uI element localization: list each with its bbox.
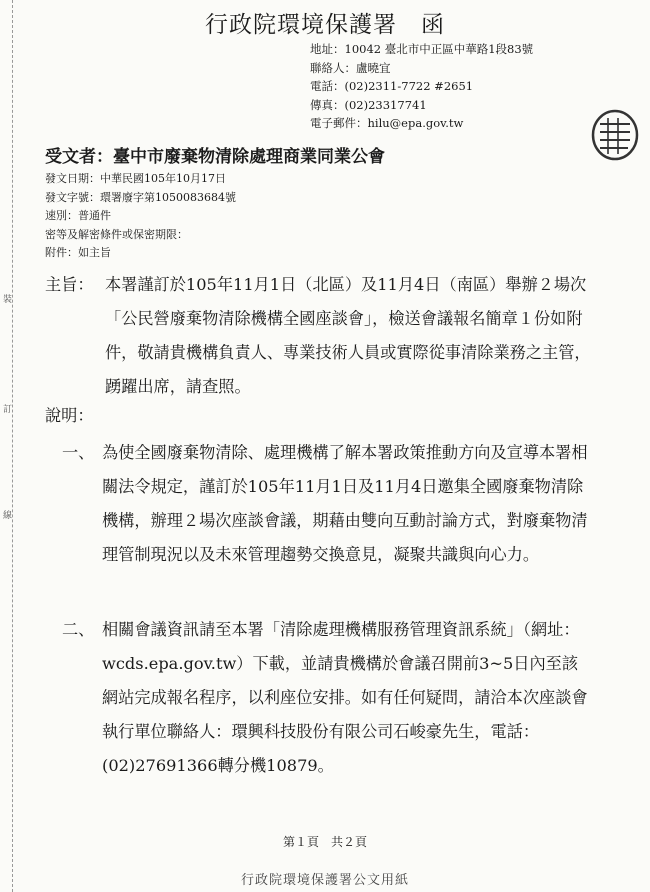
contact-block — [310, 40, 533, 133]
received-stamp-icon — [590, 108, 640, 162]
footer-letterhead: 行政院環境保護署公文用紙 — [240, 873, 409, 888]
binding-mark-zhuang: 裝 — [3, 295, 13, 305]
recipient: 受文者：臺中市廢棄物清除處理商業同業公會 — [45, 147, 385, 167]
address: 地址：10042 臺北市中正區中華路1段83號 — [310, 42, 534, 56]
fax: 傳真：(02)23317741 — [310, 97, 427, 112]
subject-text: 本署謹訂於105年11月1日（北區）及11月4日（南區）舉辦２場次「公民營廢棄物清除機構全國座談會」，檢送會議報名簡章１份如附件，敬請貴機構負責人、專業技術人員或實際從事清除業務之主管，踴躍出席，請查照。 — [105, 275, 591, 396]
issue-date: 發文日期：中華民國105年10月17日 — [45, 172, 226, 185]
binding-mark-ding: 訂 — [3, 405, 13, 415]
page-number: 第１頁 共２頁 — [282, 835, 367, 849]
explanation-item-1 — [62, 436, 602, 572]
meta-block — [45, 170, 236, 263]
delivery-speed: 速別：普通件 — [45, 209, 111, 222]
subject-label: 主旨： — [45, 275, 94, 294]
email: 電子郵件：hilu@epa.gov.tw — [310, 116, 464, 130]
document-title: 行政院環境保護署 函 — [205, 12, 445, 38]
explanation-item-2 — [62, 613, 602, 783]
item-number: 二、 — [62, 620, 95, 639]
phone: 電話：(02)2311-7722 #2651 — [310, 79, 474, 93]
secrecy-level: 密等及解密條件或保密期限： — [45, 227, 188, 241]
binding-mark-xian: 線 — [3, 511, 13, 521]
item-text: 相關會議資訊請至本署「清除處理機構服務管理資訊系統」（網址：wcds.epa.gov.tw）下載，並請貴機構於會議召開前3~5日內至該網站完成報名程序，以利座位安排。如有任何疑問，請洽本次座談會執行單位聯絡人：環興科技股份有限公司石峻豪先生，電話：(02)27691366轉分機10879。 — [102, 620, 588, 775]
item-text: 為使全國廢棄物清除、處理機構了解本署政策推動方向及宣導本署相關法令規定，謹訂於105年11月1日及11月4日邀集全國廢棄物清除機構，辦理２場次座談會議，期藉由雙向互動討論方式，對廢棄物清理管制現況以及未來管理趨勢交換意見，凝聚共識與向心力。 — [102, 443, 588, 564]
subject-section — [45, 268, 605, 404]
contact-person: 聯絡人：盧曉宜 — [310, 60, 391, 75]
explanation-label: 說明： — [45, 406, 94, 425]
binding-line — [0, 0, 13, 892]
document-number: 發文字號：環署廢字第1050083684號 — [45, 190, 236, 204]
item-number: 一、 — [62, 443, 95, 462]
attachment: 附件：如主旨 — [45, 246, 111, 259]
